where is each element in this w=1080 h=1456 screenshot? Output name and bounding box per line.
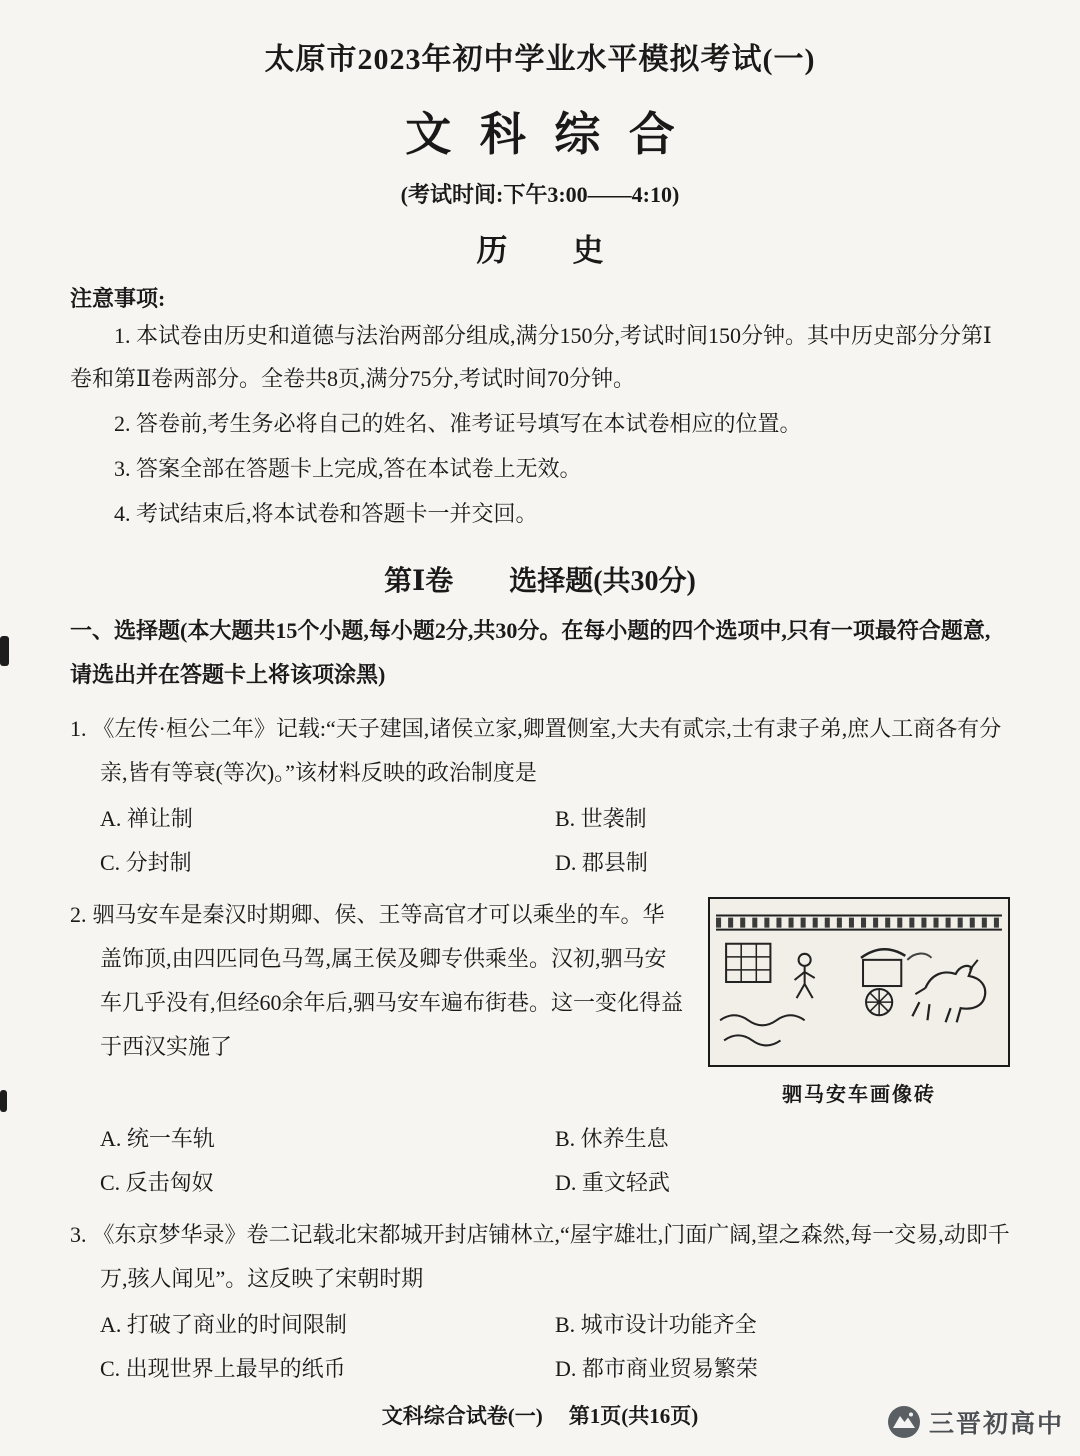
question-3	[70, 1213, 1010, 1391]
question-1	[70, 707, 1010, 885]
scan-artifact	[0, 636, 9, 666]
footer-page-label: 第1页(共16页)	[568, 1404, 699, 1428]
exam-time-note: (考试时间:下午3:00——4:10)	[400, 182, 680, 207]
watermark-text: 三晋初高中	[928, 1411, 1064, 1438]
volume-title: 第Ⅰ卷 选择题(共30分)	[384, 566, 696, 598]
question-stem-text: 《东京梦华录》卷二记载北宋都城开封店铺林立,“屋宇雄壮,门面广阔,望之森然,每一交易,动即千万,骇人闻见”。这反映了宋朝时期	[92, 1222, 1010, 1292]
options-grid	[70, 1303, 1010, 1391]
question-number: 2.	[70, 902, 87, 928]
watermark-logo-icon	[887, 1405, 921, 1439]
question-stem	[70, 893, 686, 1069]
notice-item: 1. 本试卷由历史和道德与法治两部分组成,满分150分,考试时间150分钟。其中历史部分分第Ⅰ卷和第Ⅱ卷两部分。全卷共8页,满分75分,考试时间70分钟。	[70, 323, 992, 391]
option-c: C. 分封制	[100, 850, 192, 876]
option-a: A. 打破了商业的时间限制	[100, 1312, 347, 1338]
notice-item: 3. 答案全部在答题卡上完成,答在本试卷上无效。	[114, 455, 582, 481]
option-d: D. 郡县制	[555, 850, 648, 876]
option-c: C. 出现世界上最早的纸币	[100, 1356, 346, 1382]
option-d: D. 都市商业贸易繁荣	[555, 1356, 758, 1382]
figure-caption: 驷马安车画像砖	[782, 1084, 936, 1107]
question-figure	[708, 897, 1010, 1115]
subject-title: 文科综合	[405, 109, 704, 160]
question-stem	[70, 1213, 1010, 1301]
notice-item: 2. 答卷前,考生务必将自己的姓名、准考证号填写在本试卷相应的位置。	[114, 410, 802, 436]
question-2	[70, 893, 1010, 1205]
notice-heading: 注意事项:	[70, 286, 166, 311]
watermark	[887, 1404, 1064, 1440]
question-stem	[70, 707, 1010, 795]
relief-image	[708, 897, 1010, 1067]
question-stem-text: 《左传·桓公二年》记载:“天子建国,诸侯立家,卿置侧室,大夫有贰宗,士有隶子弟,庶人工商各有分亲,皆有等衰(等次)。”该材料反映的政治制度是	[92, 716, 1002, 786]
scan-artifact	[0, 1090, 7, 1112]
section-instruction: 一、选择题(本大题共15个小题,每小题2分,共30分。在每小题的四个选项中,只有一项最符合题意,请选出并在答题卡上将该项涂黑)	[70, 618, 991, 688]
question-number: 3.	[70, 1222, 87, 1248]
exam-title: 太原市2023年初中学业水平模拟考试(一)	[264, 43, 816, 76]
question-number: 1.	[70, 716, 87, 742]
notice-section	[70, 282, 1010, 535]
notice-item: 4. 考试结束后,将本试卷和答题卡一并交回。	[114, 500, 538, 526]
option-a: A. 统一车轨	[100, 1126, 215, 1152]
option-b: B. 城市设计功能齐全	[555, 1312, 757, 1338]
options-grid	[70, 797, 1010, 885]
option-c: C. 反击匈奴	[100, 1170, 214, 1196]
option-b: B. 休养生息	[555, 1126, 669, 1152]
option-d: D. 重文轻武	[555, 1170, 670, 1196]
section-title: 历史	[476, 233, 669, 268]
option-b: B. 世袭制	[555, 806, 647, 832]
option-a: A. 禅让制	[100, 806, 193, 832]
question-stem-text: 驷马安车是秦汉时期卿、侯、王等高官才可以乘坐的车。华盖饰顶,由四匹同色马驾,属王侯及卿专供乘坐。汉初,驷马安车几乎没有,但经60余年后,驷马安车遍布街巷。这一变化得益于西汉实施了	[92, 902, 684, 1060]
options-grid	[70, 1117, 1010, 1205]
footer-doc-label: 文科综合试卷(一)	[381, 1404, 543, 1428]
